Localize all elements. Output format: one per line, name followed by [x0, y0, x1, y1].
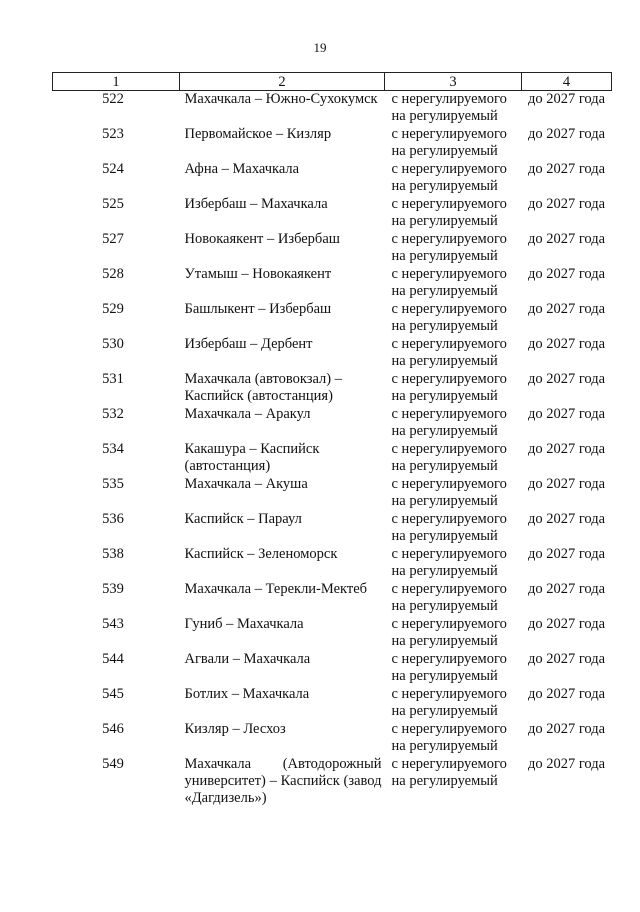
- column-header-1: 1: [53, 73, 180, 91]
- table-row: [53, 266, 612, 301]
- row-number: 532: [102, 406, 124, 422]
- regulation-change: с нерегулируемого на регулируемый: [391, 616, 507, 649]
- table-row: [53, 406, 612, 441]
- route-name: Махачкала – Южно-Сухокумск: [184, 91, 378, 107]
- row-number: 527: [102, 231, 124, 247]
- route-name: Махачкала – Терекли-Мектеб: [184, 581, 368, 597]
- table-row: [53, 161, 612, 196]
- regulation-change: с нерегулируемого на регулируемый: [391, 756, 507, 789]
- regulation-change: с нерегулируемого на регулируемый: [391, 266, 507, 299]
- table-row: [53, 546, 612, 581]
- row-number: 529: [102, 301, 124, 317]
- row-number: 536: [102, 511, 124, 527]
- regulation-change: с нерегулируемого на регулируемый: [391, 301, 507, 334]
- row-number: 545: [102, 686, 124, 702]
- table-row: [53, 511, 612, 546]
- column-header-4: 4: [522, 73, 612, 91]
- table-row: [53, 651, 612, 686]
- row-number: 528: [102, 266, 124, 282]
- route-name: Махачкала (автовокзал) – Каспийск (автостанция): [184, 371, 342, 404]
- route-name: Избербаш – Дербент: [184, 336, 313, 352]
- regulation-change: с нерегулируемого на регулируемый: [391, 511, 507, 544]
- row-number: 525: [102, 196, 124, 212]
- deadline: до 2027 года: [527, 581, 606, 597]
- route-name: Новокаякент – Избербаш: [184, 231, 340, 247]
- table-row: [53, 721, 612, 756]
- routes-table: [52, 72, 612, 808]
- route-name: Утамыш – Новокаякент: [184, 266, 332, 282]
- deadline: до 2027 года: [527, 161, 606, 177]
- route-name: Первомайское – Кизляр: [184, 126, 332, 142]
- table-row: [53, 756, 612, 808]
- deadline: до 2027 года: [527, 651, 606, 667]
- deadline: до 2027 года: [527, 546, 606, 562]
- deadline: до 2027 года: [527, 756, 606, 772]
- table-row: [53, 91, 612, 127]
- deadline: до 2027 года: [527, 406, 606, 422]
- row-number: 549: [102, 756, 124, 772]
- regulation-change: с нерегулируемого на регулируемый: [391, 231, 507, 264]
- row-number: 535: [102, 476, 124, 492]
- deadline: до 2027 года: [527, 476, 606, 492]
- table-row: [53, 301, 612, 336]
- deadline: до 2027 года: [527, 266, 606, 282]
- deadline: до 2027 года: [527, 126, 606, 142]
- regulation-change: с нерегулируемого на регулируемый: [391, 126, 507, 159]
- row-number: 524: [102, 161, 124, 177]
- deadline: до 2027 года: [527, 616, 606, 632]
- regulation-change: с нерегулируемого на регулируемый: [391, 91, 507, 124]
- row-number: 523: [102, 126, 124, 142]
- deadline: до 2027 года: [527, 231, 606, 247]
- route-name: Агвали – Махачкала: [184, 651, 311, 667]
- deadline: до 2027 года: [527, 371, 606, 387]
- regulation-change: с нерегулируемого на регулируемый: [391, 686, 507, 719]
- regulation-change: с нерегулируемого на регулируемый: [391, 476, 507, 509]
- table-row: [53, 196, 612, 231]
- table-row: [53, 371, 612, 406]
- regulation-change: с нерегулируемого на регулируемый: [391, 581, 507, 614]
- deadline: до 2027 года: [527, 301, 606, 317]
- deadline: до 2027 года: [527, 511, 606, 527]
- deadline: до 2027 года: [527, 91, 606, 107]
- row-number: 544: [102, 651, 124, 667]
- route-name: Гуниб – Махачкала: [184, 616, 304, 632]
- regulation-change: с нерегулируемого на регулируемый: [391, 336, 507, 369]
- regulation-change: с нерегулируемого на регулируемый: [391, 161, 507, 194]
- table-row: [53, 476, 612, 511]
- deadline: до 2027 года: [527, 686, 606, 702]
- page-number: 19: [313, 40, 327, 55]
- route-name: Кизляр – Лесхоз: [184, 721, 286, 737]
- route-name: Махачкала (Автодорожный университет) – Каспийск (завод «Дагдизель»): [184, 756, 382, 806]
- deadline: до 2027 года: [527, 196, 606, 212]
- row-number: 530: [102, 336, 124, 352]
- regulation-change: с нерегулируемого на регулируемый: [391, 406, 507, 439]
- table-row: [53, 616, 612, 651]
- row-number: 538: [102, 546, 124, 562]
- route-name: Каспийск – Зеленоморск: [184, 546, 338, 562]
- table-row: [53, 441, 612, 476]
- row-number: 534: [102, 441, 124, 457]
- column-header-3: 3: [385, 73, 522, 91]
- route-name: Махачкала – Акуша: [184, 476, 308, 492]
- regulation-change: с нерегулируемого на регулируемый: [391, 721, 507, 754]
- route-name: Афна – Махачкала: [184, 161, 300, 177]
- regulation-change: с нерегулируемого на регулируемый: [391, 441, 507, 474]
- table-body: [53, 91, 612, 809]
- table-row: [53, 686, 612, 721]
- deadline: до 2027 года: [527, 721, 606, 737]
- regulation-change: с нерегулируемого на регулируемый: [391, 196, 507, 229]
- regulation-change: с нерегулируемого на регулируемый: [391, 651, 507, 684]
- route-name: Ботлих – Махачкала: [184, 686, 310, 702]
- row-number: 546: [102, 721, 124, 737]
- table-row: [53, 126, 612, 161]
- table-header-row: [53, 73, 612, 91]
- route-name: Каспийск – Параул: [184, 511, 302, 527]
- deadline: до 2027 года: [527, 441, 606, 457]
- deadline: до 2027 года: [527, 336, 606, 352]
- route-name: Башлыкент – Избербаш: [184, 301, 332, 317]
- route-name: Избербаш – Махачкала: [184, 196, 328, 212]
- route-name: Какашура – Каспийск (автостанция): [184, 441, 320, 474]
- row-number: 522: [102, 91, 124, 107]
- route-name: Махачкала – Аракул: [184, 406, 311, 422]
- table-row: [53, 336, 612, 371]
- column-header-2: 2: [180, 73, 385, 91]
- regulation-change: с нерегулируемого на регулируемый: [391, 546, 507, 579]
- table-row: [53, 231, 612, 266]
- row-number: 543: [102, 616, 124, 632]
- row-number: 531: [102, 371, 124, 387]
- table-row: [53, 581, 612, 616]
- row-number: 539: [102, 581, 124, 597]
- regulation-change: с нерегулируемого на регулируемый: [391, 371, 507, 404]
